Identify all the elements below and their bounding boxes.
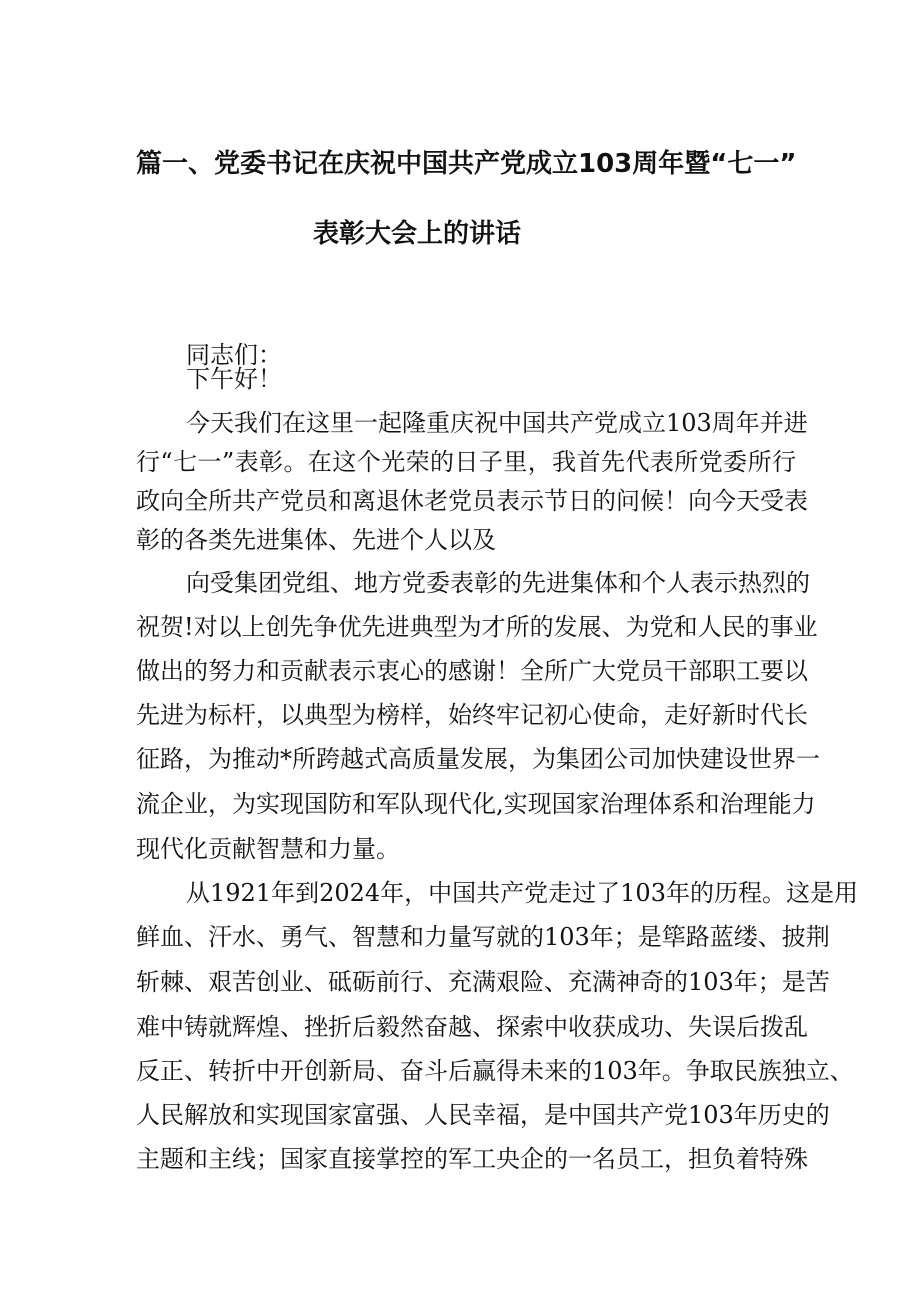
body-line: 难中铸就辉煌、挫折后毅然奋越、探索中收获成功、失误后拨乱 <box>136 1013 808 1041</box>
body-line: 今天我们在这里一起隆重庆祝中国共产党成立103周年并进 <box>186 409 808 437</box>
document-title-line-1: 篇一、党委书记在庆祝中国共产党成立103周年暨“七一” <box>136 149 797 179</box>
body-line: 彰的各类先进集体、先进个人以及 <box>136 526 496 554</box>
body-line: 向受集团党组、地方党委表彰的先进集体和个人表示热烈的 <box>186 569 810 597</box>
document-title-line-2: 表彰大会上的讲话 <box>313 219 522 249</box>
body-line: 斩棘、艰苦创业、砥砺前行、充满艰险、充满神奇的103年；是苦 <box>136 968 830 996</box>
body-line: 做出的努力和贡献表示衷心的感谢！全所广大党员干部职工要以 <box>136 657 808 685</box>
body-line: 从1921年到2024年，中国共产党走过了103年的历程。这是用 <box>186 879 858 907</box>
body-line: 人民解放和实现国家富强、人民幸福，是中国共产党103年历史的 <box>136 1101 830 1129</box>
body-line: 征路，为推动*所跨越式高质量发展，为集团公司加快建设世界一 <box>136 745 820 773</box>
body-line: 政向全所共产党员和离退休老党员表示节日的问候！向今天受表 <box>136 487 808 515</box>
body-line: 流企业，为实现国防和军队现代化,实现国家治理体系和治理能力 <box>136 790 816 818</box>
greeting: 下午好！ <box>186 365 282 393</box>
body-line: 现代化贡献智慧和力量。 <box>136 835 400 863</box>
salutation: 同志们： <box>186 341 282 369</box>
body-line: 鲜血、汗水、勇气、智慧和力量写就的103年；是筚路蓝缕、披荆 <box>136 923 830 951</box>
body-line: 主题和主线；国家直接掌控的军工央企的一名员工，担负着特殊 <box>136 1145 808 1173</box>
body-line: 先进为标杆，以典型为榜样，始终牢记初心使命，走好新时代长 <box>136 701 808 729</box>
body-line: 反正、转折中开创新局、奋斗后赢得未来的103年。争取民族独立、 <box>136 1057 854 1085</box>
body-line: 祝贺!对以上创先争优先进典型为才所的发展、为党和人民的事业 <box>136 613 818 641</box>
body-line: 行“七一”表彰。在这个光荣的日子里，我首先代表所党委所行 <box>136 448 796 476</box>
